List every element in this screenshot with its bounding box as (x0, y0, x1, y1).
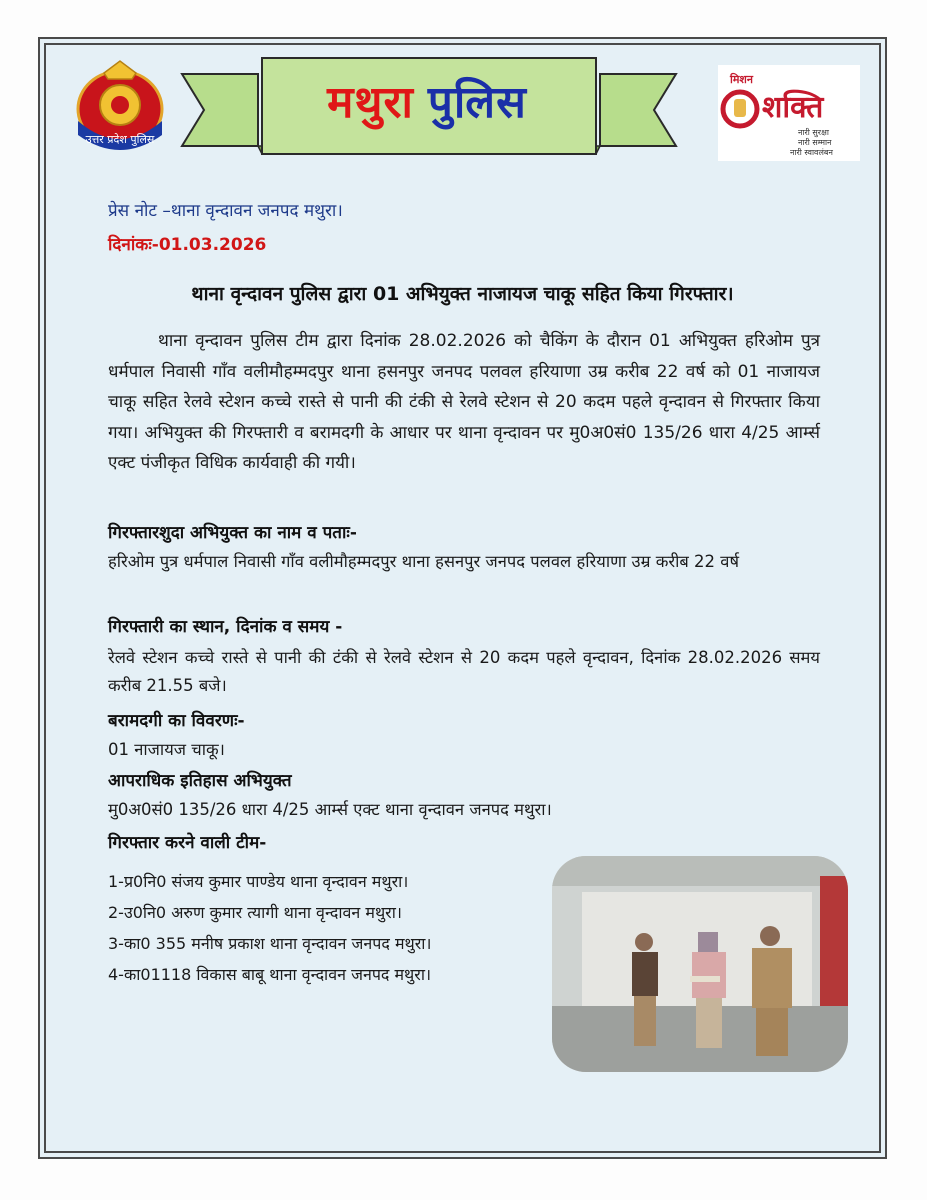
banner-word-police: पुलिस (427, 77, 527, 128)
team-heading: गिरफ्तार करने वाली टीम- (108, 833, 267, 853)
history-heading: आपराधिक इतिहास अभियुक्त (108, 771, 292, 791)
svg-text:मिशन: मिशन (730, 73, 754, 86)
mission-shakti-logo (718, 65, 860, 161)
svg-text:शक्ति: शक्ति (762, 90, 824, 125)
svg-text:नारी स्वावलंबन: नारी स्वावलंबन (790, 148, 833, 157)
svg-text:नारी सुरक्षा: नारी सुरक्षा (798, 128, 829, 137)
svg-text:नारी सम्मान: नारी सम्मान (798, 138, 832, 147)
date-line: दिनांकः-01.03.2026 (108, 235, 267, 255)
up-police-logo (64, 57, 176, 153)
team-member: 3-का0 355 मनीष प्रकाश थाना वृन्दावन जनपद मथुरा। (108, 934, 432, 953)
recovery-heading: बरामदगी का विवरणः- (108, 711, 245, 731)
body-paragraph: थाना वृन्दावन पुलिस टीम द्वारा दिनांक 28.02.2026 को चैकिंग के दौरान 01 अभियुक्त हरिओम पुत्र धर्मपाल निवासी गाँव वलीमौहम्मदपुर थाना हसनपुर जनपद पलवल हरियाणा उम्र करीब 22 वर्ष को 01 नाजायज चाकू सहित रेलवे स्टेशन कच्चे रास्ते से पानी की टंकी से रेलवे स्टेशन से 20 कदम पहले वृन्दावन से गिरफ्तार किया गया। अभियुक्त की गिरफ्तारी व बरामदगी के आधार पर थाना वृन्दावन पर मु0अ0सं0 135/26 धारा 4/25 आर्म्स एक्ट पंजीकृत विधिक कार्यवाही की गयी। (108, 331, 820, 473)
team-member: 4-का01118 विकास बाबू थाना वृन्दावन जनपद मथुरा। (108, 965, 432, 984)
team-list (108, 866, 432, 990)
team-member: 2-उ0नि0 अरुण कुमार त्यागी थाना वृन्दावन मथुरा। (108, 903, 402, 922)
history-text: मु0अ0सं0 135/26 धारा 4/25 आर्म्स एक्ट थाना वृन्दावन जनपद मथुरा। (108, 800, 552, 819)
recovery-text: 01 नाजायज चाकू। (108, 740, 225, 759)
headline: थाना वृन्दावन पुलिस द्वारा 01 अभियुक्त नाजायज चाकू सहित किया गिरफ्तार। (191, 283, 734, 305)
banner-word-mathura: मथुरा (327, 77, 414, 128)
arrest-photo (552, 856, 848, 1072)
arrest-text: रेलवे स्टेशन कच्चे रास्ते से पानी की टंकी से रेलवे स्टेशन से 20 कदम पहले वृन्दावन, दिनांक 28.02.2026 समय करीब 21.55 बजे। (108, 648, 820, 695)
accused-text: हरिओम पुत्र धर्मपाल निवासी गाँव वलीमौहम्मदपुर थाना हसनपुर जनपद पलवल हरियाणा उम्र करीब 22 वर्ष (108, 552, 740, 571)
banner-title (262, 60, 592, 140)
svg-text:उत्तर प्रदेश पुलिस: उत्तर प्रदेश पुलिस (85, 133, 155, 146)
accused-heading: गिरफ्तारशुदा अभियुक्त का नाम व पताः- (108, 523, 357, 543)
team-member: 1-प्र0नि0 संजय कुमार पाण्डेय थाना वृन्दावन मथुरा। (108, 872, 409, 891)
arrest-heading: गिरफ्तारी का स्थान, दिनांक व समय - (108, 617, 343, 637)
press-note-line: प्रेस नोट –थाना वृन्दावन जनपद मथुरा। (108, 201, 343, 221)
